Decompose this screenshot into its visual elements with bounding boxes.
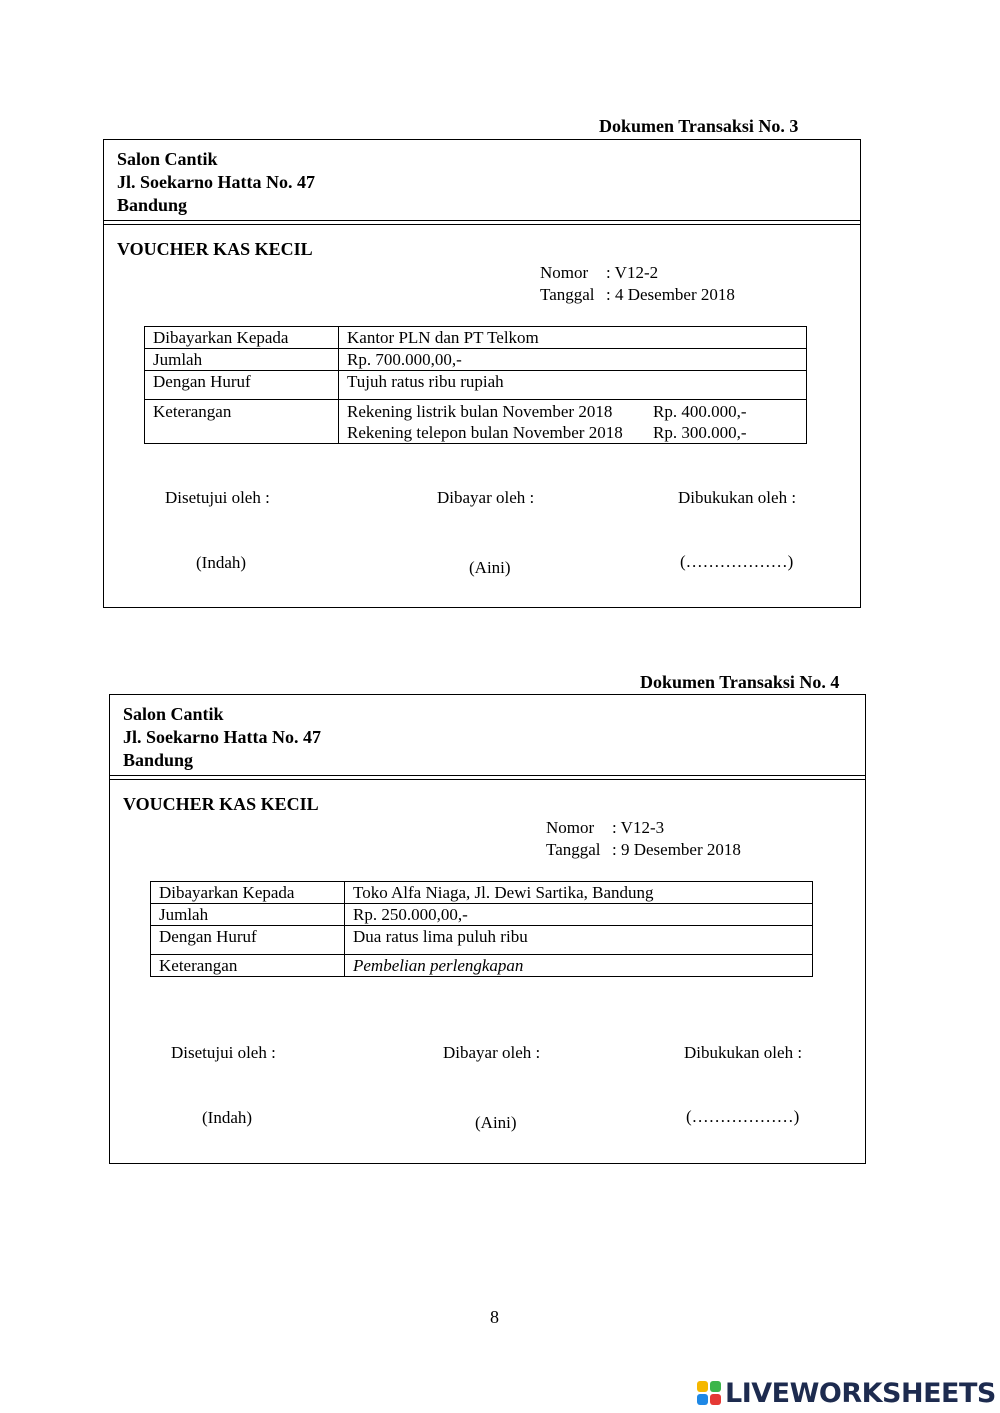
doc-title-3: Dokumen Transaksi No. 3 [599, 116, 799, 136]
huruf-label: Dengan Huruf [151, 926, 345, 955]
huruf-value: Dua ratus lima puluh ribu [345, 926, 813, 955]
nomor-label: Nomor [546, 818, 595, 837]
voucher-details-table [150, 881, 813, 977]
jumlah-label: Jumlah [145, 349, 339, 371]
tanggal-label: Tanggal [540, 285, 595, 304]
approved-name: (Indah) [202, 1108, 253, 1127]
table-row [145, 371, 807, 400]
approved-name: (Indah) [196, 553, 247, 572]
huruf-value: Tujuh ratus ribu rupiah [339, 371, 807, 400]
table-row [151, 904, 813, 926]
liveworksheets-logo-icon [697, 1381, 721, 1405]
dibayarkan-value: Kantor PLN dan PT Telkom [339, 327, 807, 349]
table-row [145, 400, 807, 444]
jumlah-label: Jumlah [151, 904, 345, 926]
voucher-meta [546, 817, 741, 861]
voucher-3 [103, 139, 861, 608]
nomor-label: Nomor [540, 263, 589, 282]
jumlah-value: Rp. 250.000,00,- [345, 904, 813, 926]
paid-label: Dibayar oleh : [443, 1043, 541, 1062]
huruf-label: Dengan Huruf [145, 371, 339, 400]
keterangan-line [347, 401, 798, 422]
company-address: Jl. Soekarno Hatta No. 47 [123, 727, 321, 747]
booked-label: Dibukukan oleh : [684, 1043, 803, 1062]
keterangan-label: Keterangan [151, 955, 345, 977]
dibayarkan-label: Dibayarkan Kepada [145, 327, 339, 349]
company-header [123, 703, 321, 772]
booked-name: (………………) [686, 1107, 800, 1126]
voucher-details-table [144, 326, 807, 444]
voucher-title: VOUCHER KAS KECIL [123, 794, 319, 814]
doc-title-4: Dokumen Transaksi No. 4 [640, 672, 840, 692]
table-row [145, 349, 807, 371]
tanggal-label: Tanggal [546, 840, 601, 859]
company-header [117, 148, 315, 217]
company-city: Bandung [117, 195, 188, 215]
header-divider [104, 220, 860, 225]
jumlah-value: Rp. 700.000,00,- [339, 349, 807, 371]
paid-name: (Aini) [475, 1113, 517, 1132]
table-row [151, 882, 813, 904]
company-city: Bandung [123, 750, 194, 770]
header-divider [110, 775, 865, 780]
company-address: Jl. Soekarno Hatta No. 47 [117, 172, 315, 192]
keterangan-text: Rekening telepon bulan November 2018 [347, 423, 623, 442]
liveworksheets-logo [697, 1376, 996, 1410]
keterangan-value [339, 400, 807, 444]
page-number: 8 [490, 1307, 499, 1327]
voucher-title: VOUCHER KAS KECIL [117, 239, 313, 259]
approved-label: Disetujui oleh : [171, 1043, 276, 1062]
booked-name: (………………) [680, 552, 794, 571]
keterangan-text: Rekening listrik bulan November 2018 [347, 402, 613, 421]
company-name: Salon Cantik [117, 149, 218, 169]
tanggal-value: : 4 Desember 2018 [606, 285, 735, 304]
table-row [151, 955, 813, 977]
approved-label: Disetujui oleh : [165, 488, 270, 507]
booked-label: Dibukukan oleh : [678, 488, 797, 507]
keterangan-value: Pembelian perlengkapan [345, 955, 813, 977]
keterangan-amount: Rp. 400.000,- [653, 402, 747, 421]
nomor-value: : V12-2 [606, 263, 659, 282]
tanggal-value: : 9 Desember 2018 [612, 840, 741, 859]
dibayarkan-label: Dibayarkan Kepada [151, 882, 345, 904]
table-row [145, 327, 807, 349]
dibayarkan-value: Toko Alfa Niaga, Jl. Dewi Sartika, Bandung [345, 882, 813, 904]
voucher-4 [109, 694, 866, 1164]
nomor-value: : V12-3 [612, 818, 665, 837]
paid-label: Dibayar oleh : [437, 488, 535, 507]
paid-name: (Aini) [469, 558, 511, 577]
keterangan-amount: Rp. 300.000,- [653, 423, 747, 442]
logo-text: LIVEWORKSHEETS [725, 1377, 996, 1409]
table-row [151, 926, 813, 955]
keterangan-line [347, 422, 798, 443]
company-name: Salon Cantik [123, 704, 224, 724]
voucher-meta [540, 262, 735, 306]
keterangan-label: Keterangan [145, 400, 339, 444]
